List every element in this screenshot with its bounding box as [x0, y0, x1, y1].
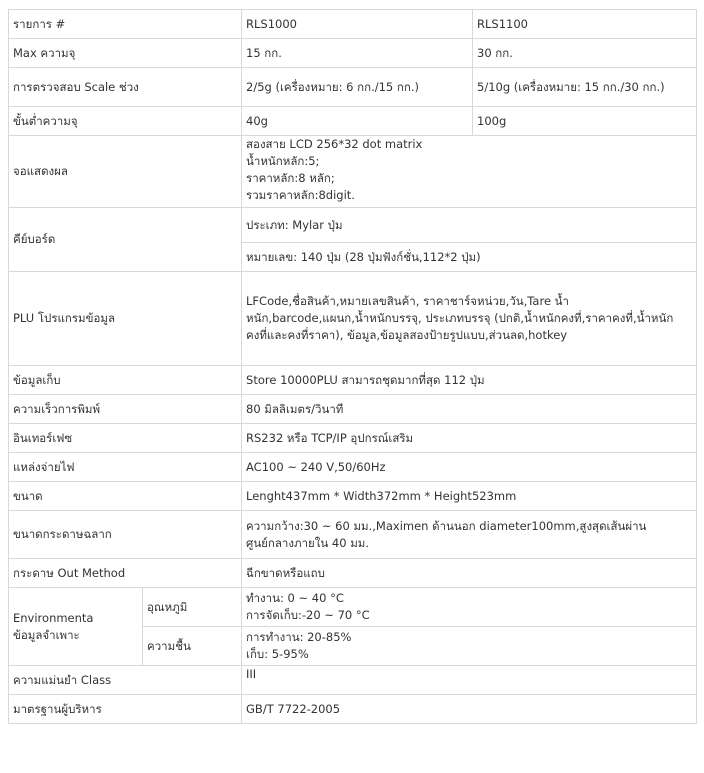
temperature-label: อุณหภูมิ [143, 588, 242, 627]
power-value: AC100 ~ 240 V,50/60Hz [242, 453, 697, 482]
display-line: น้ำหนักหลัก:5; [246, 154, 320, 168]
table-row [9, 424, 697, 453]
temperature-value [242, 588, 697, 627]
environment-label [9, 588, 143, 666]
row-label: ความแม่นยำ Class [9, 666, 242, 695]
environment-label-line: ข้อมูลจำเพาะ [13, 627, 80, 642]
row-label: ความเร็วการพิมพ์ [9, 395, 242, 424]
row-label: คีย์บอร์ด [9, 208, 242, 272]
keyboard-type: ประเภท: Mylar ปุ่ม [242, 208, 697, 243]
humidity-label: ความชื้น [143, 627, 242, 666]
humidity-operating: การทำงาน: 20-85% [246, 630, 352, 644]
row-label: กระดาษ Out Method [9, 559, 242, 588]
row-value-b: 100g [473, 107, 697, 136]
standard-value: GB/T 7722-2005 [242, 695, 697, 724]
row-label: ขนาด [9, 482, 242, 511]
table-row [9, 208, 697, 243]
row-label: มาตรฐานผู้บริหาร [9, 695, 242, 724]
table-row [9, 482, 697, 511]
row-label: ข้อมูลเก็บ [9, 366, 242, 395]
table-row [9, 666, 697, 695]
print-speed-value: 80 มิลลิเมตร/วินาที [242, 395, 697, 424]
row-value-a: 15 กก. [242, 39, 473, 68]
row-label: แหล่งจ่ายไฟ [9, 453, 242, 482]
table-row [9, 136, 697, 208]
paper-out-value: ฉีกขาดหรือแถบ [242, 559, 697, 588]
table-row-header [9, 10, 697, 39]
accuracy-value: III [242, 666, 697, 695]
temperature-operating: ทำงาน: 0 ~ 40 °C [246, 591, 344, 605]
spec-table [8, 9, 697, 724]
table-row [9, 395, 697, 424]
display-line: สองสาย LCD 256*32 dot matrix [246, 137, 423, 151]
size-value: Lenght437mm * Width372mm * Height523mm [242, 482, 697, 511]
row-label: ขั้นต่ำความจุ [9, 107, 242, 136]
row-value-a: 2/5g (เครื่องหมาย: 6 กก./15 กก.) [242, 68, 473, 107]
row-label: PLU โปรแกรมข้อมูล [9, 272, 242, 366]
table-row [9, 39, 697, 68]
row-label: Max ความจุ [9, 39, 242, 68]
storage-value: Store 10000PLU สามารถชุดมากที่สุด 112 ปุ่ม [242, 366, 697, 395]
table-row [9, 695, 697, 724]
header-model-b: RLS1100 [473, 10, 697, 39]
header-model-a: RLS1000 [242, 10, 473, 39]
environment-label-line: Environmenta [13, 610, 94, 625]
temperature-storage: การจัดเก็บ:-20 ~ 70 °C [246, 608, 370, 622]
plu-value: LFCode,ชื่อสินค้า,หมายเลขสินค้า, ราคาชาร์จหน่วย,วัน,Tare น้ำหนัก,barcode,แผนก,น้ำหนักบรรจุ, ประเภทบรรจุ (ปกติ,น้ำหนักคงที่,ราคาคงที่,น้ำหนักคงที่และคงที่ราคา), ข้อมูล,ข้อมูลสองป้ายรูปแบบ,ส่วนลด,hotkey [242, 272, 697, 366]
keyboard-number: หมายเลข: 140 ปุ่ม (28 ปุ่มฟังก์ชั่น,112*2 ปุ่ม) [242, 243, 697, 272]
table-row [9, 588, 697, 627]
table-row [9, 272, 697, 366]
label-paper-value: ความกว้าง:30 ~ 60 มม.,Maximen ด้านนอก diameter100mm,สูงสุดเส้นผ่านศูนย์กลางภายใน 40 มม. [242, 511, 697, 559]
table-row [9, 453, 697, 482]
display-line: ราคาหลัก:8 หลัก; [246, 171, 335, 185]
display-line: รวมราคาหลัก:8digit. [246, 188, 355, 202]
header-label: รายการ # [9, 10, 242, 39]
humidity-value [242, 627, 697, 666]
row-value-b: 30 กก. [473, 39, 697, 68]
table-row [9, 68, 697, 107]
interface-value: RS232 หรือ TCP/IP อุปกรณ์เสริม [242, 424, 697, 453]
row-label: จอแสดงผล [9, 136, 242, 208]
table-row [9, 511, 697, 559]
table-row [9, 107, 697, 136]
display-value [242, 136, 697, 208]
row-label: การตรวจสอบ Scale ช่วง [9, 68, 242, 107]
row-value-a: 40g [242, 107, 473, 136]
table-row [9, 366, 697, 395]
row-label: อินเทอร์เฟซ [9, 424, 242, 453]
row-value-b: 5/10g (เครื่องหมาย: 15 กก./30 กก.) [473, 68, 697, 107]
row-label: ขนาดกระดาษฉลาก [9, 511, 242, 559]
table-row [9, 559, 697, 588]
humidity-storage: เก็บ: 5-95% [246, 647, 309, 661]
